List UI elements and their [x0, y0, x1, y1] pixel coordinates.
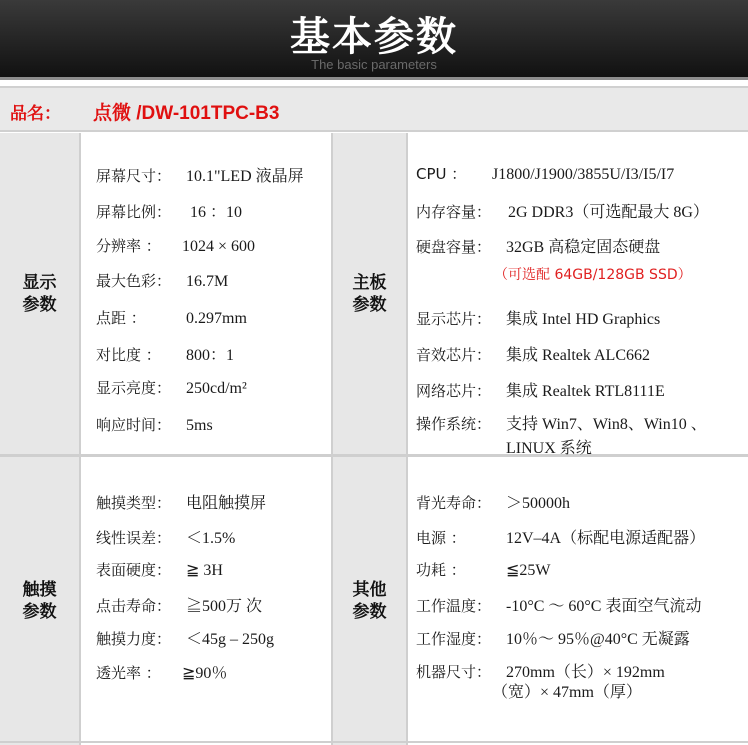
spec-row: 触摸类型： 电阻触摸屏: [96, 494, 267, 512]
spec-row: 对比度 ： 800：1: [96, 346, 235, 364]
storage-option-note: （可选配 64GB/128GB SSD）: [494, 267, 692, 283]
product-model: 点微 /DW-101TPC-B3: [93, 103, 280, 124]
category-mainboard: 主板 参数: [333, 133, 406, 454]
spec-row: CPU ： J1800/J1900/3855U/I3/I5/I7: [416, 165, 675, 183]
spec-row: 显示芯片： 集成 Intel HD Graphics: [416, 310, 661, 328]
spec-row: 显示亮度： 250cd/m²: [96, 379, 247, 397]
divider: [406, 133, 408, 745]
spec-row: 屏幕比例： 16 ：10: [96, 203, 243, 221]
spec-row: 硬盘容量： 32GB 高稳定固态硬盘: [416, 238, 661, 256]
spec-row: 点击寿命： ≧500万 次: [96, 597, 263, 615]
spec-row: 透光率 ： ≧90％: [96, 664, 228, 682]
page-title: 基本参数: [290, 14, 458, 60]
product-label: 品名：: [10, 104, 61, 124]
spec-row: 电源 ： 12V–4A（标配电源适配器）: [416, 529, 706, 547]
spec-row: 音效芯片： 集成 Realtek ALC662: [416, 346, 650, 364]
spec-row: 最大色彩： 16.7M: [96, 272, 229, 290]
divider: [0, 741, 748, 743]
divider: [331, 133, 333, 745]
spec-row: 功耗 ： ≦25W: [416, 561, 551, 579]
spec-row-continued: （宽）× 47mm（厚）: [492, 684, 642, 701]
spec-table: [0, 133, 748, 745]
spec-row: 背光寿命： ＞50000h: [416, 494, 571, 512]
product-name-bar: [0, 86, 748, 132]
spec-row: 内存容量： 2G DDR3（可选配最大 8G）: [416, 203, 709, 221]
spec-row: 屏幕尺寸： 10.1"LED 液晶屏: [96, 167, 304, 185]
category-other: 其他 参数: [333, 457, 406, 745]
spec-row: 网络芯片： 集成 Realtek RTL8111E: [416, 382, 665, 400]
header-divider: [0, 77, 748, 80]
divider: [79, 133, 81, 745]
spec-row: 线性误差： ＜1.5%: [96, 529, 236, 547]
page-subtitle: The basic parameters: [311, 57, 437, 72]
divider: [0, 454, 748, 457]
spec-row: 工作温度： -10°C ～ 60°C 表面空气流动: [416, 597, 702, 615]
spec-row: 操作系统： 支持 Win7、Win8、Win10 、: [416, 415, 707, 433]
header-banner: [0, 0, 748, 77]
category-display: 显示 参数: [0, 133, 79, 454]
spec-row: 分辨率 ： 1024 × 600: [96, 237, 256, 255]
spec-row: 响应时间： 5ms: [96, 416, 213, 434]
spec-row: 工作湿度： 10％～ 95％@40°C 无凝露: [416, 630, 690, 648]
spec-row: 表面硬度： ≧ 3H: [96, 561, 223, 579]
spec-row: 触摸力度： ＜45g – 250g: [96, 630, 275, 648]
category-touch: 触摸 参数: [0, 457, 79, 745]
spec-row: 点距 ： 0.297mm: [96, 309, 247, 327]
spec-row-continued: LINUX 系统: [506, 440, 592, 457]
spec-row: 机器尺寸： 270mm（长）× 192mm: [416, 663, 665, 681]
